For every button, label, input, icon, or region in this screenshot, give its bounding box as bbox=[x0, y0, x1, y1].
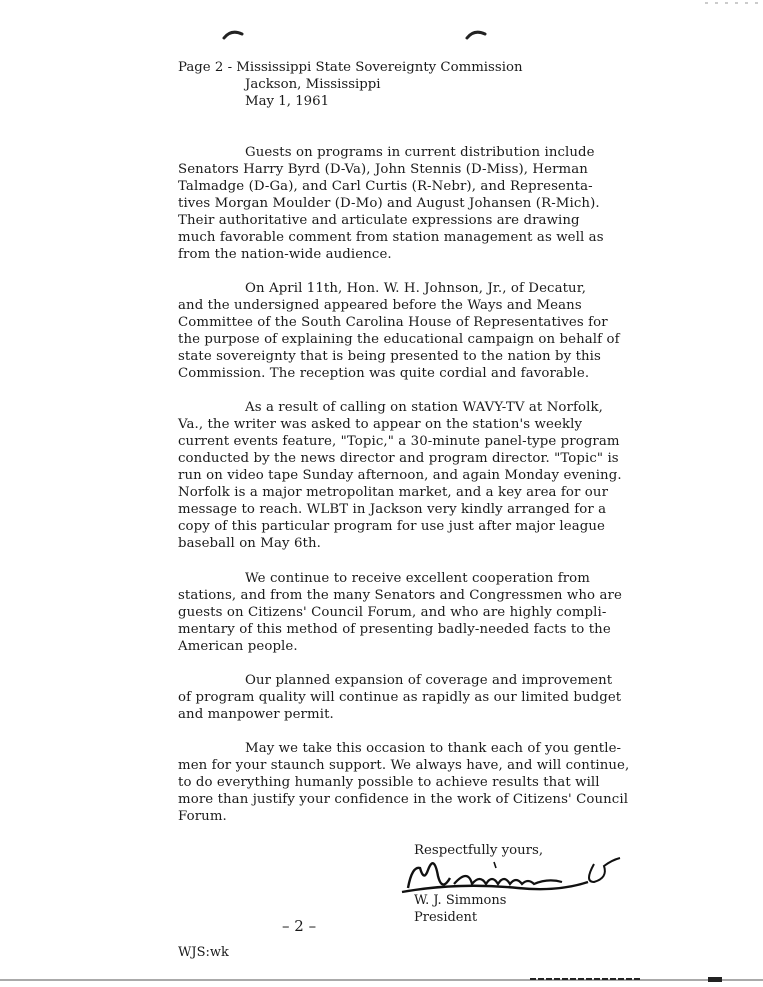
text-line: On April 11th, Hon. W. H. Johnson, Jr., of Decatur, bbox=[245, 281, 587, 296]
text-line: mentary of this method of presenting badly-needed facts to the bbox=[178, 622, 611, 637]
text-line: guests on Citizens' Council Forum, and who are highly compli- bbox=[178, 605, 607, 620]
paragraph-guests bbox=[178, 144, 658, 263]
header-date: May 1, 1961 bbox=[245, 94, 330, 109]
text-line: and the undersigned appeared before the Ways and Means bbox=[178, 298, 582, 313]
text-line: current events feature, "Topic," a 30-minute panel-type program bbox=[178, 434, 620, 449]
top-mark-left bbox=[222, 28, 244, 40]
text-line: of program quality will continue as rapidly as our limited budget bbox=[178, 690, 622, 705]
text-line: As a result of calling on station WAVY-TV at Norfolk, bbox=[245, 400, 603, 415]
text-line: more than justify your confidence in the work of Citizens' Council bbox=[178, 792, 629, 807]
text-line: We continue to receive excellent cooperation from bbox=[245, 571, 590, 586]
text-line: message to reach. WLBT in Jackson very kindly arranged for a bbox=[178, 502, 607, 517]
text-line: tives Morgan Moulder (D-Mo) and August Johansen (R-Mich). bbox=[178, 196, 600, 211]
paragraph-thanks bbox=[178, 740, 658, 825]
text-line: Forum. bbox=[178, 809, 227, 824]
text-line: Senators Harry Byrd (D-Va), John Stennis (D-Miss), Herman bbox=[178, 162, 588, 177]
typist-initials: WJS:wk bbox=[178, 945, 229, 960]
text-line: copy of this particular program for use just after major league bbox=[178, 519, 605, 534]
paragraph-cooperation bbox=[178, 570, 658, 655]
top-edge-dots bbox=[703, 0, 763, 6]
text-line: much favorable comment from station management as well as bbox=[178, 230, 604, 245]
text-line: men for your staunch support. We always have, and will continue, bbox=[178, 758, 630, 773]
text-line: run on video tape Sunday afternoon, and again Monday evening. bbox=[178, 468, 622, 483]
paragraph-expansion bbox=[178, 672, 658, 723]
header-line-1: Page 2 - Mississippi State Sovereignty Commission bbox=[178, 60, 523, 75]
text-line: Our planned expansion of coverage and improvement bbox=[245, 673, 613, 688]
bottom-edge-rule bbox=[0, 976, 763, 984]
text-line: Talmadge (D-Ga), and Carl Curtis (R-Nebr), and Representa- bbox=[178, 179, 593, 194]
text-line: Va., the writer was asked to appear on the station's weekly bbox=[178, 417, 583, 432]
text-line: American people. bbox=[178, 639, 298, 654]
text-line: Guests on programs in current distribution include bbox=[245, 145, 595, 160]
text-line: to do everything humanly possible to achieve results that will bbox=[178, 775, 600, 790]
page-number: – 2 – bbox=[282, 917, 317, 935]
top-mark-right bbox=[465, 28, 487, 40]
text-line: Commission. The reception was quite cordial and favorable. bbox=[178, 366, 590, 381]
paragraph-april bbox=[178, 280, 658, 382]
text-line: Committee of the South Carolina House of Representatives for bbox=[178, 315, 608, 330]
text-line: Norfolk is a major metropolitan market, and a key area for our bbox=[178, 485, 609, 500]
valediction: Respectfully yours, bbox=[414, 843, 544, 858]
signer-title: President bbox=[414, 910, 478, 925]
text-line: Their authoritative and articulate expressions are drawing bbox=[178, 213, 580, 228]
text-line: May we take this occasion to thank each of you gentle- bbox=[245, 741, 622, 756]
text-line: conducted by the news director and program director. "Topic" is bbox=[178, 451, 619, 466]
text-line: from the nation-wide audience. bbox=[178, 247, 392, 262]
text-line: stations, and from the many Senators and Congressmen who are bbox=[178, 588, 622, 603]
paragraph-wavy-tv bbox=[178, 399, 658, 552]
header-line-2: Jackson, Mississippi bbox=[245, 77, 381, 92]
text-line: state sovereignty that is being presented to the nation by this bbox=[178, 349, 601, 364]
text-line: the purpose of explaining the educational campaign on behalf of bbox=[178, 332, 620, 347]
text-line: and manpower permit. bbox=[178, 707, 334, 722]
text-line: baseball on May 6th. bbox=[178, 536, 321, 551]
signer-name: W. J. Simmons bbox=[414, 893, 507, 908]
